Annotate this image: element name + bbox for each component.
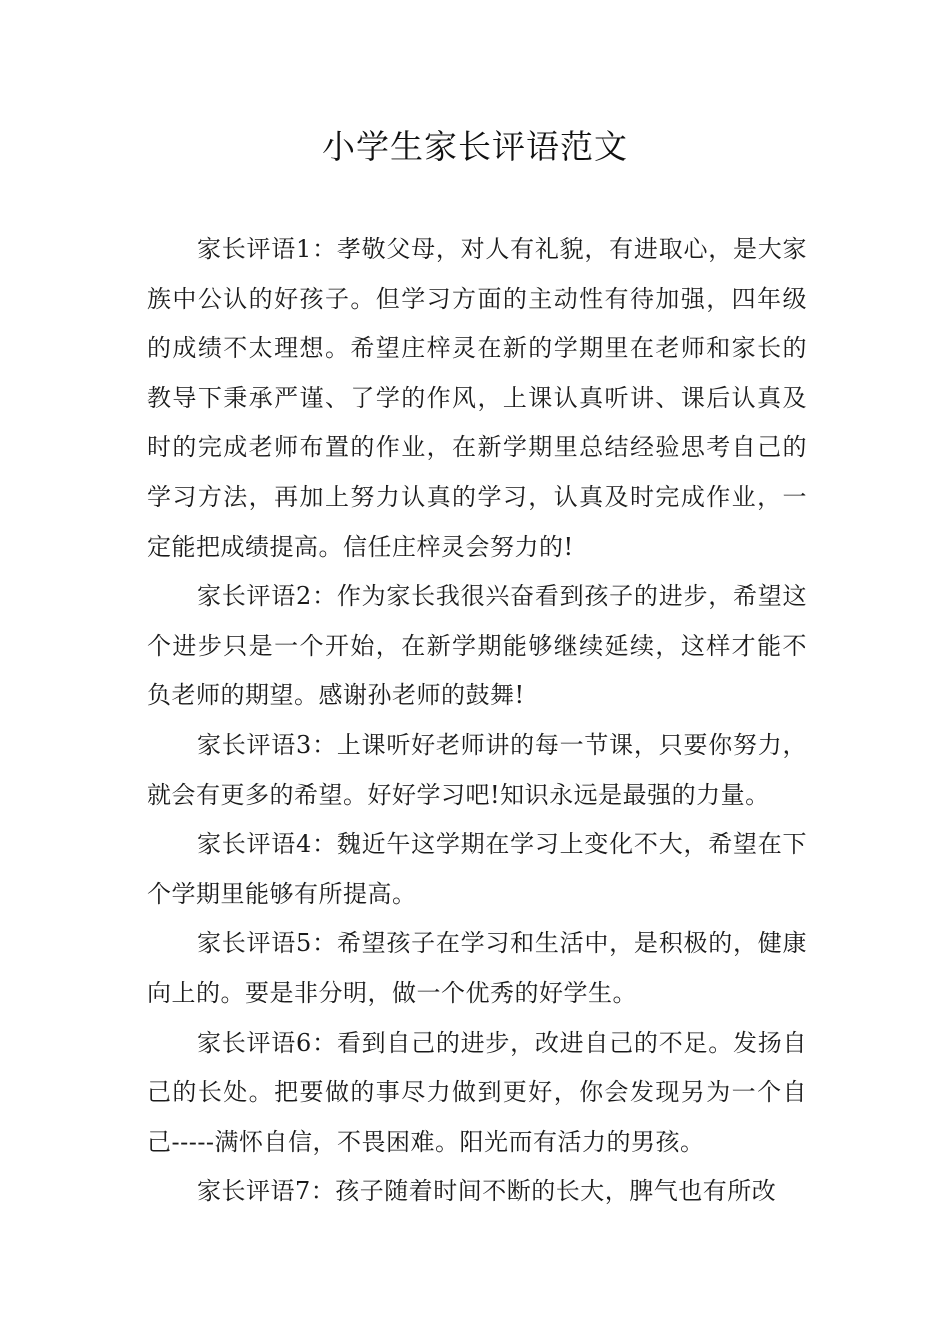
paragraph-2: 家长评语2：作为家长我很兴奋看到孩子的进步，希望这个进步只是一个开始，在新学期能够继续延续，这样才能不负老师的期望。感谢孙老师的鼓舞! xyxy=(147,582,807,710)
paragraph-3: 家长评语3：上课听好老师讲的每一节课，只要你努力，就会有更多的希望。好好学习吧!知识永远是最强的力量。 xyxy=(147,730,807,809)
paragraph-1: 家长评语1：孝敬父母，对人有礼貌，有进取心，是大家族中公认的好孩子。但学习方面的主动性有待加强，四年级的成绩不太理想。希望庄梓灵在新的学期里在老师和家长的教导下秉承严谨、了学的作风，上课认真听讲、课后认真及时的完成老师布置的作业，在新学期里总结经验思考自己的学习方法，再加上努力认真的学习，认真及时完成作业，一定能把成绩提高。信任庄梓灵会努力的! xyxy=(147,235,807,561)
paragraph-4: 家长评语4：魏近午这学期在学习上变化不大，希望在下个学期里能够有所提高。 xyxy=(147,830,807,908)
paragraph-5: 家长评语5：希望孩子在学习和生活中，是积极的，健康向上的。要是非分明，做一个优秀的好学生。 xyxy=(147,929,807,1007)
paragraph-6: 家长评语6：看到自己的进步，改进自己的不足。发扬自己的长处。把要做的事尽力做到更好，你会发现另为一个自己-----满怀自信，不畏困难。阳光而有活力的男孩。 xyxy=(147,1028,807,1156)
document-title: 小学生家长评语范文 xyxy=(322,127,628,166)
document-body xyxy=(147,225,807,1217)
paragraph-7: 家长评语7：孩子随着时间不断的长大，脾气也有所改 xyxy=(197,1177,777,1206)
